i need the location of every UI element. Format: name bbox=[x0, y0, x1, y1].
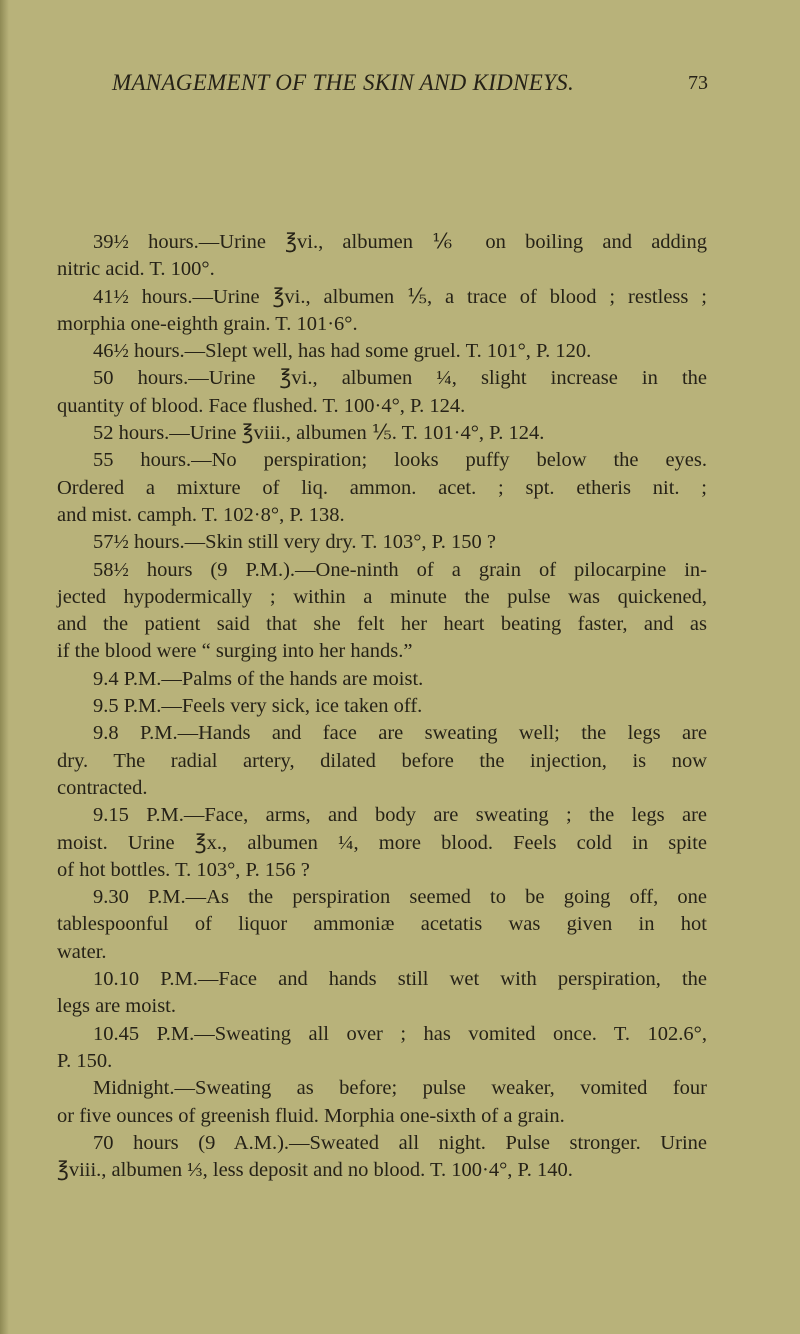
paragraph bbox=[57, 365, 707, 420]
text-line: nitric acid. T. 100°. bbox=[57, 258, 215, 281]
text-line: morphia one-eighth grain. T. 101·6°. bbox=[57, 312, 358, 335]
text-line: quantity of blood. Face flushed. T. 100·4°, P. 124. bbox=[57, 394, 466, 417]
text-line: of hot bottles. T. 103°, P. 156 ? bbox=[57, 858, 310, 881]
text-line: or five ounces of greenish fluid. Morphia one-sixth of a grain. bbox=[57, 1104, 565, 1127]
text-line: 57½ hours.—Skin still very dry. T. 103°, P. 150 ? bbox=[93, 531, 497, 554]
running-title: MANAGEMENT OF THE SKIN AND KIDNEYS. bbox=[112, 70, 575, 95]
text-line: 10.45 P.M.—Sweating all over ; has vomited once. T. 102.6°, bbox=[93, 1022, 707, 1045]
text-line: 9.30 P.M.—As the perspiration seemed to be going off, one bbox=[93, 886, 707, 909]
text-line: 9.4 P.M.—Palms of the hands are moist. bbox=[93, 667, 424, 690]
text-line: Midnight.—Sweating as before; pulse weaker, vomited four bbox=[93, 1077, 707, 1100]
text-line: 55 hours.—No perspiration; looks puffy below the eyes. bbox=[93, 449, 707, 472]
paragraph bbox=[57, 802, 707, 884]
text-line: water. bbox=[57, 940, 107, 963]
text-line: 70 hours (9 A.M.).—Sweated all night. Pulse stronger. Urine bbox=[93, 1131, 707, 1154]
paragraph bbox=[57, 229, 707, 284]
text-line: 9.8 P.M.—Hands and face are sweating well; the legs are bbox=[93, 722, 707, 745]
paragraph bbox=[57, 338, 707, 365]
paragraph bbox=[57, 420, 707, 447]
page-number: 73 bbox=[688, 72, 708, 94]
text-line: tablespoonful of liquor ammoniæ acetatis was given in hot bbox=[57, 913, 707, 936]
text-line: 39½ hours.—Urine ℥vi., albumen ⅙ on boiling and adding bbox=[93, 231, 707, 253]
text-line: 41½ hours.—Urine ℥vi., albumen ⅕, a trace of blood ; restless ; bbox=[93, 285, 707, 308]
page-body bbox=[57, 229, 707, 1184]
text-line: 58½ hours (9 P.M.).—One-ninth of a grain of pilocarpine in- bbox=[93, 558, 707, 581]
text-line: 9.5 P.M.—Feels very sick, ice taken off. bbox=[93, 695, 423, 718]
paragraph bbox=[57, 1021, 707, 1076]
paragraph bbox=[57, 693, 707, 720]
paragraph bbox=[57, 529, 707, 556]
paragraph bbox=[57, 284, 707, 339]
paragraph bbox=[57, 666, 707, 693]
text-line: ℥viii., albumen ⅓, less deposit and no blood. T. 100·4°, P. 140. bbox=[57, 1159, 573, 1182]
text-line: 52 hours.—Urine ℥viii., albumen ⅕. T. 101·4°, P. 124. bbox=[93, 422, 545, 445]
text-line: Ordered a mixture of liq. ammon. acet. ; spt. etheris nit. ; bbox=[57, 476, 707, 499]
text-line: 10.10 P.M.—Face and hands still wet with perspiration, the bbox=[93, 968, 707, 991]
paragraph bbox=[57, 557, 707, 666]
text-line: P. 150. bbox=[57, 1049, 113, 1072]
running-header bbox=[112, 70, 708, 100]
paragraph bbox=[57, 447, 707, 529]
page-edge-shadow bbox=[0, 0, 9, 1334]
paragraph bbox=[57, 966, 707, 1021]
paragraph bbox=[57, 720, 707, 802]
paragraph bbox=[57, 1130, 707, 1185]
text-line: and mist. camph. T. 102·8°, P. 138. bbox=[57, 503, 345, 526]
text-line: 9.15 P.M.—Face, arms, and body are sweating ; the legs are bbox=[93, 804, 707, 827]
paragraph bbox=[57, 884, 707, 966]
text-line: contracted. bbox=[57, 776, 148, 799]
text-line: legs are moist. bbox=[57, 995, 176, 1018]
text-line: jected hypodermically ; within a minute the pulse was quickened, bbox=[57, 585, 707, 608]
text-line: and the patient said that she felt her heart beating faster, and as bbox=[57, 613, 707, 636]
text-line: dry. The radial artery, dilated before the injection, is now bbox=[57, 749, 707, 772]
text-line: if the blood were “ surging into her hands.” bbox=[57, 640, 413, 663]
paragraph bbox=[57, 1075, 707, 1130]
text-line: 50 hours.—Urine ℥vi., albumen ¼, slight increase in the bbox=[93, 367, 707, 390]
text-line: moist. Urine ℥x., albumen ¼, more blood. Feels cold in spite bbox=[57, 831, 707, 854]
text-line: 46½ hours.—Slept well, has had some gruel. T. 101°, P. 120. bbox=[93, 340, 592, 363]
